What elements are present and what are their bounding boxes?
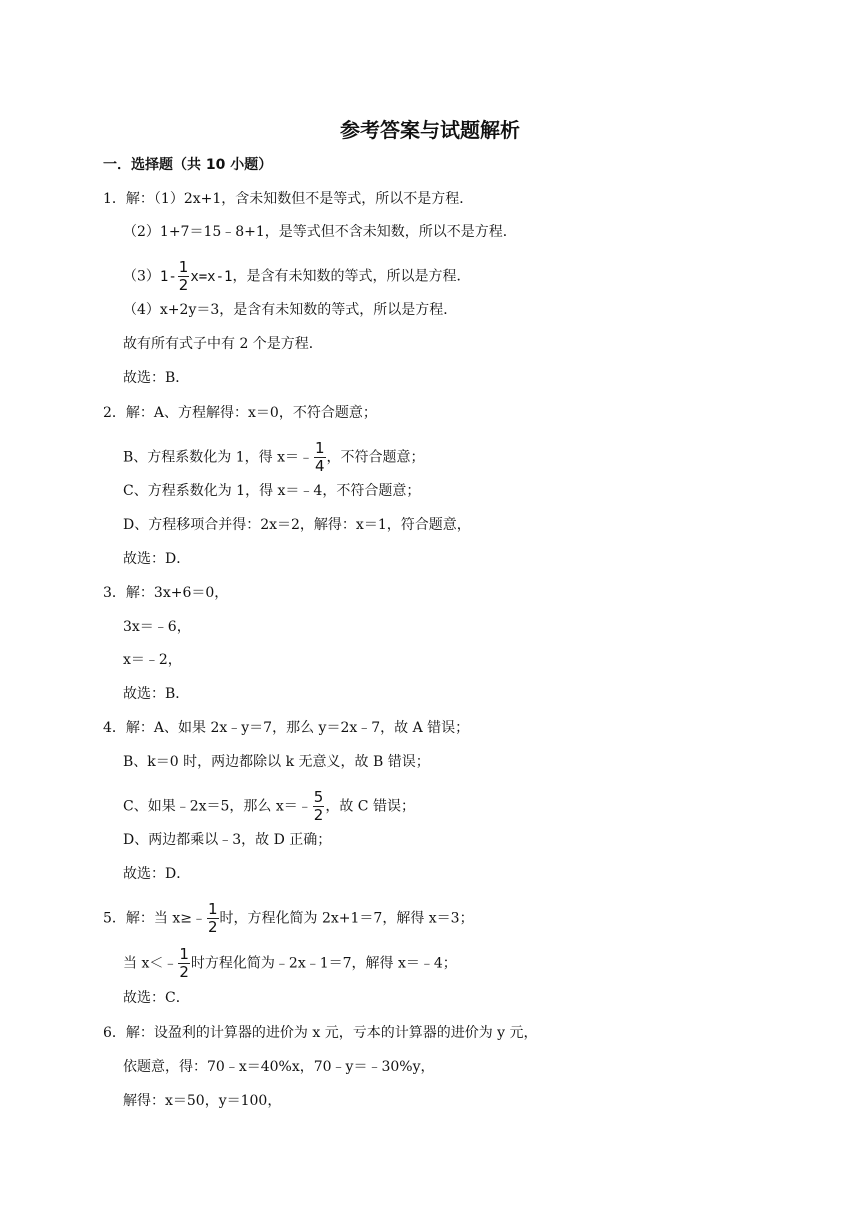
q1-line-4: （4）x+2y＝3，是含有未知数的等式，所以是方程． [123, 302, 458, 318]
fraction-numerator: 1 [179, 945, 189, 963]
equation-part-b: x=x-1 [190, 268, 233, 285]
fraction-denominator: 2 [178, 276, 189, 294]
q1-line-6: 故选：B． [123, 370, 190, 386]
fraction-denominator: 2 [207, 918, 218, 936]
q5-line-1 [103, 902, 474, 935]
fraction-numerator: 1 [178, 258, 189, 276]
q5-line-1-suffix: 时，方程化简为 2x+1＝7，解得 x＝3； [219, 910, 474, 927]
q6-line-2: 依题意，得：70﹣x＝40%x，70﹣y＝﹣30%y， [123, 1059, 435, 1075]
fraction-numerator: 1 [315, 439, 325, 457]
q2-line-5: 故选：D． [123, 551, 191, 567]
q1-line-2: （2）1+7＝15﹣8+1，是等式但不含未知数，所以不是方程． [123, 224, 517, 240]
q4-line-5: 故选：D． [123, 866, 191, 882]
page-title: 参考答案与试题解析 [340, 118, 520, 142]
equation-image [160, 260, 233, 293]
q2-line-3: C、方程系数化为 1，得 x＝﹣4，不符合题意； [123, 483, 421, 499]
q6-line-1: 6．解：设盈利的计算器的进价为 x 元，亏本的计算器的进价为 y 元， [103, 1025, 538, 1041]
q1-line-1: 1．解：（1）2x+1，含未知数但不是等式，所以不是方程． [103, 191, 474, 207]
fraction [178, 947, 190, 980]
q2-line-4: D、方程移项合并得：2x＝2，解得：x＝1，符合题意， [123, 517, 471, 533]
q1-line-3 [123, 260, 470, 293]
q4-line-3 [123, 790, 415, 823]
q1-line-3-prefix: （3） [123, 268, 160, 285]
q5-line-2 [123, 947, 457, 980]
q2-line-2-suffix: ，不符合题意； [326, 449, 425, 466]
q3-line-1: 3．解：3x+6＝0， [103, 585, 229, 601]
fraction-numerator: 1 [207, 900, 218, 918]
q4-line-1: 4．解：A、如果 2x﹣y＝7，那么 y＝2x﹣7，故 A 错误； [103, 720, 470, 736]
equation-part-a: 1- [159, 268, 177, 285]
q4-line-3-suffix: ，故 C 错误； [325, 798, 415, 815]
fraction-denominator: 2 [313, 806, 324, 824]
fraction-denominator: 2 [179, 963, 189, 981]
fraction [314, 441, 326, 474]
q2-line-2-prefix: B、方程系数化为 1，得 x＝﹣ [123, 449, 313, 466]
q5-line-2-suffix: 时方程化简为﹣2x﹣1＝7，解得 x＝﹣4； [190, 955, 457, 972]
q5-line-3: 故选：C． [123, 990, 190, 1006]
fraction [313, 790, 325, 823]
q4-line-2: B、k＝0 时，两边都除以 k 无意义，故 B 错误； [123, 754, 430, 770]
q3-line-3: x＝﹣2， [123, 652, 182, 668]
q5-line-1-prefix: 5．解：当 x≥﹣ [103, 910, 206, 927]
q4-line-3-prefix: C、如果﹣2x＝5，那么 x＝﹣ [123, 798, 312, 815]
q2-line-2 [123, 441, 425, 474]
fraction [178, 260, 190, 293]
section-heading: 一．选择题（共 10 小题） [103, 157, 273, 173]
q1-line-5: 故有所有式子中有 2 个是方程． [123, 336, 323, 352]
q4-line-4: D、两边都乘以﹣3，故 D 正确； [123, 832, 332, 848]
q6-line-3: 解得：x＝50，y＝100， [123, 1093, 282, 1109]
fraction-denominator: 4 [315, 457, 325, 475]
q2-line-1: 2．解：A、方程解得：x＝0，不符合题意； [103, 405, 377, 421]
fraction-numerator: 5 [313, 788, 324, 806]
fraction [207, 902, 219, 935]
q5-line-2-prefix: 当 x＜﹣ [123, 955, 178, 972]
q3-line-2: 3x＝﹣6， [123, 619, 191, 635]
q3-line-4: 故选：B． [123, 686, 190, 702]
q1-line-3-suffix: ，是含有未知数的等式，所以是方程． [232, 268, 471, 285]
